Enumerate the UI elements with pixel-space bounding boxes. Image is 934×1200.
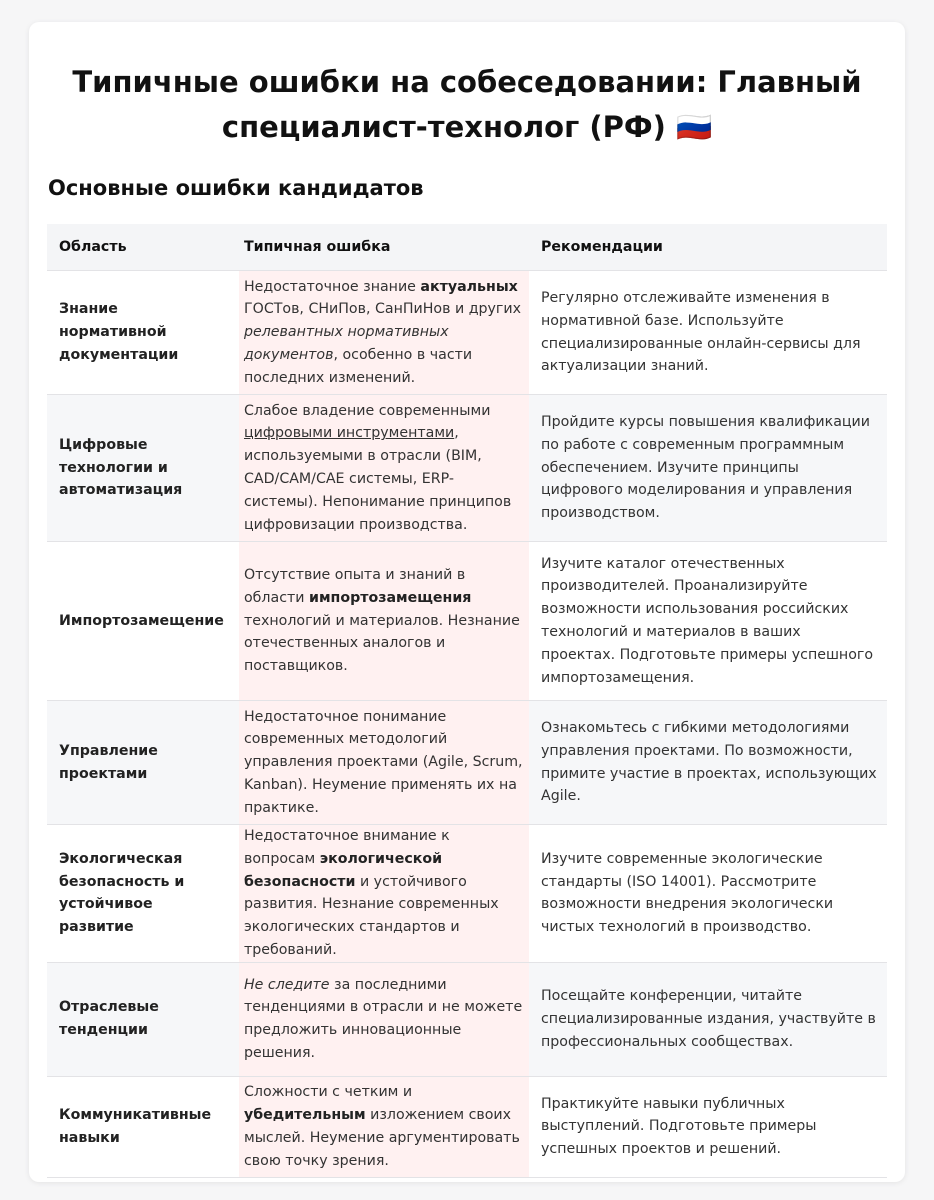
cell-area: Импортозамещение <box>47 542 239 701</box>
emphasis-bold: экологической безопасности <box>244 850 443 890</box>
mistakes-table <box>47 224 887 1178</box>
section-title: Основные ошибки кандидатов <box>48 176 424 200</box>
cell-area: Управление проектами <box>47 701 239 825</box>
cell-recommendation: Регулярно отслеживайте изменения в нормативной базе. Используйте специализированные онлайн-сервисы для актуализации знаний. <box>529 271 887 395</box>
cell-mistake: Сложности с четким и убедительным изложением своих мыслей. Неумение аргументировать свою точку зрения. <box>239 1076 529 1177</box>
emphasis-bold: актуальных <box>420 278 518 295</box>
cell-mistake: Слабое владение современными цифровыми инструментами, используемыми в отрасли (BIM, CAD/CAM/CAE системы, ERP-системы). Непонимание принципов цифровизации производства. <box>239 395 529 542</box>
table-row <box>47 542 887 701</box>
emphasis-italic: релевантных нормативных документов <box>244 324 449 363</box>
header-mistake: Типичная ошибка <box>239 224 529 271</box>
table-header-row <box>47 224 887 271</box>
table-row <box>47 395 887 542</box>
table-row <box>47 825 887 963</box>
cell-area: Экологическая безопасность и устойчивое развитие <box>47 825 239 963</box>
cell-mistake: Недостаточное знание актуальных ГОСТов, СНиПов, СанПиНов и других релевантных нормативных документов, особенно в части последних изменений. <box>239 271 529 395</box>
content-card <box>29 22 905 1182</box>
emphasis-underline: цифровыми инструментами <box>244 425 455 442</box>
cell-recommendation: Изучите современные экологические стандарты (ISO 14001). Рассмотрите возможности внедрения экологически чистых технологий в производство. <box>529 825 887 963</box>
table-row <box>47 271 887 395</box>
emphasis-bold: убедительным <box>244 1106 366 1123</box>
table-row <box>47 701 887 825</box>
cell-mistake: Недостаточное понимание современных методологий управления проектами (Agile, Scrum, Kanban). Неумение применять их на практике. <box>239 701 529 825</box>
cell-recommendation: Посещайте конференции, читайте специализированные издания, участвуйте в профессиональных сообществах. <box>529 962 887 1076</box>
cell-mistake: Не следите за последними тенденциями в отрасли и не можете предложить инновационные решения. <box>239 962 529 1076</box>
cell-recommendation: Практикуйте навыки публичных выступлений. Подготовьте примеры успешных проектов и решений. <box>529 1076 887 1177</box>
cell-area: Цифровые технологии и автоматизация <box>47 395 239 542</box>
cell-area: Знание нормативной документации <box>47 271 239 395</box>
page-title: Типичные ошибки на собеседовании: Главный специалист-технолог (РФ) 🇷🇺 <box>72 65 862 144</box>
emphasis-italic: Не следите <box>244 976 330 993</box>
table-row <box>47 1076 887 1177</box>
emphasis-bold: импортозамещения <box>309 589 472 606</box>
cell-recommendation: Пройдите курсы повышения квалификации по работе с современным программным обеспечением. Изучите принципы цифрового моделирования и управления производством. <box>529 395 887 542</box>
table-row <box>47 962 887 1076</box>
header-recommendation: Рекомендации <box>529 224 887 271</box>
cell-mistake: Отсутствие опыта и знаний в области импортозамещения технологий и материалов. Незнание отечественных аналогов и поставщиков. <box>239 542 529 701</box>
cell-area: Отраслевые тенденции <box>47 962 239 1076</box>
cell-mistake: Недостаточное внимание к вопросам экологической безопасности и устойчивого развития. Незнание современных экологических стандартов и требований. <box>239 825 529 963</box>
header-area: Область <box>47 224 239 271</box>
cell-area: Коммуникативные навыки <box>47 1076 239 1177</box>
cell-recommendation: Изучите каталог отечественных производителей. Проанализируйте возможности использования российских технологий и материалов в ваших проектах. Подготовьте примеры успешного импортозамещения. <box>529 542 887 701</box>
cell-recommendation: Ознакомьтесь с гибкими методологиями управления проектами. По возможности, примите участие в проектах, использующих Agile. <box>529 701 887 825</box>
